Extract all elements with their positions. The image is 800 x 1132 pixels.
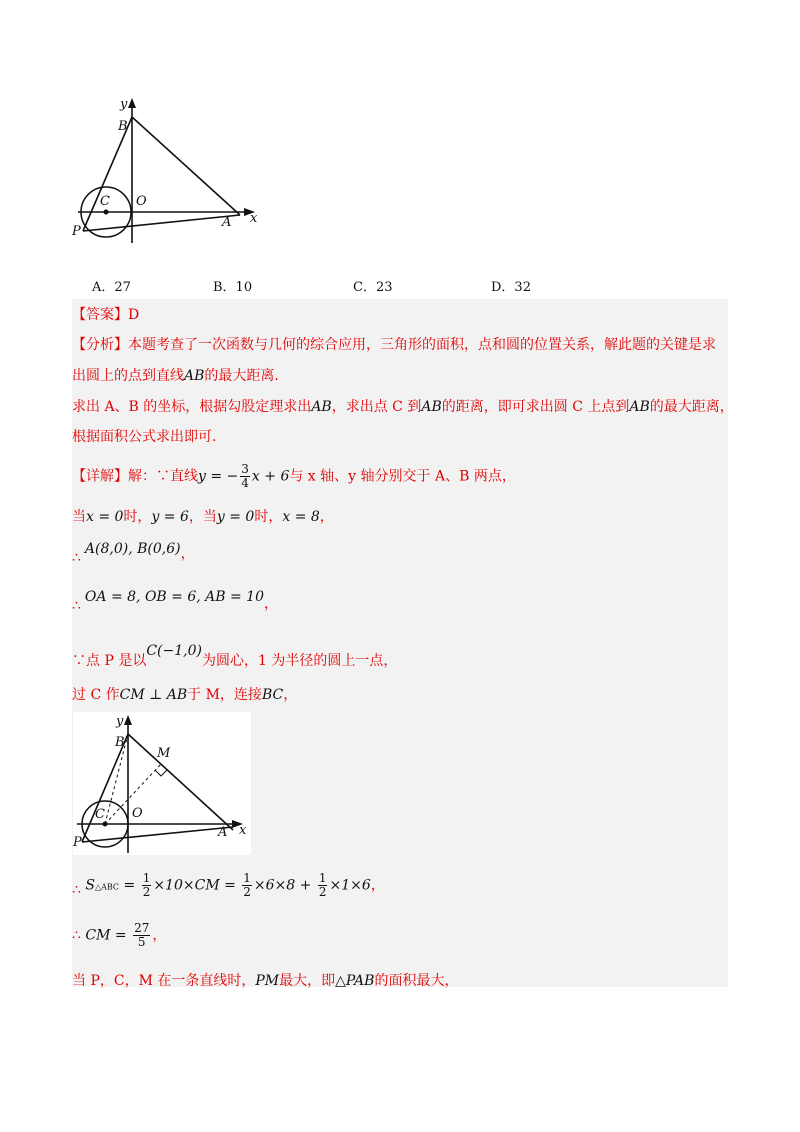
fraction-numerator: 3 [241, 462, 249, 476]
text-because: ∵点 P 是以 [72, 653, 147, 669]
math-x8: x = 8 [282, 509, 320, 525]
center-point-c [104, 210, 109, 215]
therefore-symbol: ∴ [72, 927, 81, 944]
text-end: ， [180, 546, 195, 562]
analysis-line-3 [72, 396, 734, 416]
label-b: B [118, 119, 128, 134]
math-ab: AB [184, 368, 205, 384]
math-center: C(−1,0) [146, 643, 202, 659]
right-angle-mark [155, 770, 167, 776]
math-coords: A(8,0), B(0,6) [84, 541, 181, 557]
detail-line-5 [72, 640, 398, 669]
math-ab: AB [311, 399, 332, 415]
therefore-symbol: ∴ [72, 881, 81, 898]
detail-line-6 [72, 684, 297, 704]
detail-text-1a: 解：∵直线 [128, 468, 198, 485]
math-ab: AB [421, 399, 442, 415]
label-y: y [120, 97, 128, 112]
analysis-text-3a: 求出 A、B 的坐标，根据勾股定理求出 [72, 399, 312, 415]
detail-text-1b: 与 x 轴、y 轴分别交于 A、B 两点， [289, 468, 516, 485]
fraction-27-5 [133, 922, 150, 949]
label-c: C [95, 807, 105, 822]
detail-line-3 [72, 538, 195, 566]
math-area-1: ×10×CM = [153, 877, 241, 894]
analysis-text-3c: 的距离，即可求出圆 C 上点到 [441, 399, 630, 415]
label-a: A [218, 825, 228, 840]
math-bc: BC [261, 687, 284, 703]
text-end: ， [283, 687, 298, 703]
fraction-denominator: 2 [318, 885, 327, 899]
label-o: O [136, 194, 147, 209]
analysis-line-4: 根据面积公式求出即可. [72, 429, 217, 445]
fraction-numerator: 1 [318, 871, 327, 885]
analysis-text-3d: 的最大距离， [649, 399, 734, 415]
analysis-line-1 [72, 334, 716, 354]
detail-line-7 [72, 872, 385, 899]
fraction-half [142, 872, 152, 899]
line-pa [83, 215, 240, 231]
therefore-symbol: ∴ [72, 550, 81, 566]
answer-tag: 【答案】 [72, 307, 128, 323]
label-o: O [132, 806, 143, 821]
text-final-c: 的面积最大， [374, 973, 459, 989]
math-eq: = [119, 877, 140, 894]
answer-line [72, 304, 139, 324]
text-when2: ，当 [188, 509, 217, 525]
fraction-numerator: 1 [243, 871, 251, 885]
choice-c: C．23 [353, 280, 393, 295]
detail-tag: 【详解】 [72, 468, 128, 485]
analysis-text-1: 本题考查了一次函数与几何的综合应用，三角形的面积，点和圆的位置关系，解此题的关键是求 [128, 337, 716, 353]
math-y0: y = 0 [216, 509, 255, 525]
text-perp-b: 于 M，连接 [187, 687, 262, 703]
text-because-b: 为圆心，1 为半径的圆上一点， [201, 653, 398, 669]
text-shi: 时， [254, 509, 283, 525]
math-x0: x = 0 [86, 509, 124, 525]
label-b: B [115, 735, 125, 750]
coordinate-figure-1 [70, 95, 270, 245]
math-s: S [85, 877, 95, 894]
equation-right: x + 6 [251, 468, 290, 485]
choice-d: D．32 [491, 280, 531, 295]
detail-line-8 [72, 922, 166, 949]
label-p: P [72, 224, 81, 239]
detail-line-4 [72, 586, 278, 614]
math-ab: AB [629, 399, 650, 415]
y-axis-arrow [128, 98, 136, 108]
fraction-numerator: 27 [134, 921, 150, 935]
analysis-tag: 【分析】 [72, 337, 128, 353]
label-y: y [116, 714, 124, 729]
text-end: ， [152, 927, 167, 944]
text-end: ， [264, 596, 278, 612]
text-perp-a: 过 C 作 [72, 687, 120, 703]
fraction-denominator: 2 [243, 885, 251, 899]
fraction-3-4 [240, 463, 250, 490]
fraction-denominator: 4 [241, 476, 249, 490]
fraction-denominator: 2 [142, 885, 151, 899]
fraction-half [318, 872, 328, 899]
equation-left: y = − [198, 468, 239, 485]
analysis-line-2 [72, 365, 279, 385]
math-cm: CM = [85, 927, 132, 944]
label-x: x [250, 211, 258, 226]
label-x: x [239, 823, 247, 838]
math-y6: y = 6 [151, 509, 189, 525]
therefore-symbol: ∴ [72, 598, 81, 614]
text-final-b: 最大，即 [279, 973, 336, 989]
label-m: M [157, 746, 171, 761]
math-triangle-pab: △PAB [335, 973, 375, 989]
math-lengths: OA = 8, OB = 6, AB = 10 [84, 589, 264, 605]
line-ab [128, 734, 233, 830]
text-final-a: 当 P，C，M 在一条直线时， [72, 973, 256, 989]
answer-value: D [128, 307, 140, 323]
text-shi: 时， [123, 509, 152, 525]
fraction-numerator: 1 [142, 871, 151, 885]
fraction-half [242, 872, 252, 899]
analysis-text-3b: ，求出点 C 到 [331, 399, 422, 415]
line-ab [132, 117, 240, 215]
coordinate-figure-2 [73, 712, 251, 855]
detail-line-2 [72, 506, 334, 526]
line-pa [82, 827, 233, 842]
text-when: 当 [72, 509, 86, 525]
detail-line-9 [72, 970, 458, 990]
choice-b: B．10 [213, 280, 253, 295]
y-axis-arrow [124, 715, 132, 725]
analysis-text-2a: 出圆上的点到直线 [72, 368, 184, 384]
label-a: A [222, 215, 232, 230]
math-area-3: ×1×6 [329, 877, 371, 894]
math-subscript: △ABC [94, 882, 120, 892]
choice-a: A．27 [92, 280, 131, 295]
analysis-text-2b: 的最大距离. [204, 368, 279, 384]
label-c: C [100, 194, 110, 209]
math-area-2: ×6×8 + [253, 877, 316, 894]
fraction-denominator: 5 [137, 935, 146, 949]
label-p: P [73, 835, 82, 850]
math-cm-perp-ab: CM ⊥ AB [119, 687, 188, 703]
text-end: ， [319, 509, 334, 525]
text-end: ， [370, 877, 385, 894]
math-pm: PM [255, 973, 280, 989]
detail-line-1 [72, 463, 516, 490]
